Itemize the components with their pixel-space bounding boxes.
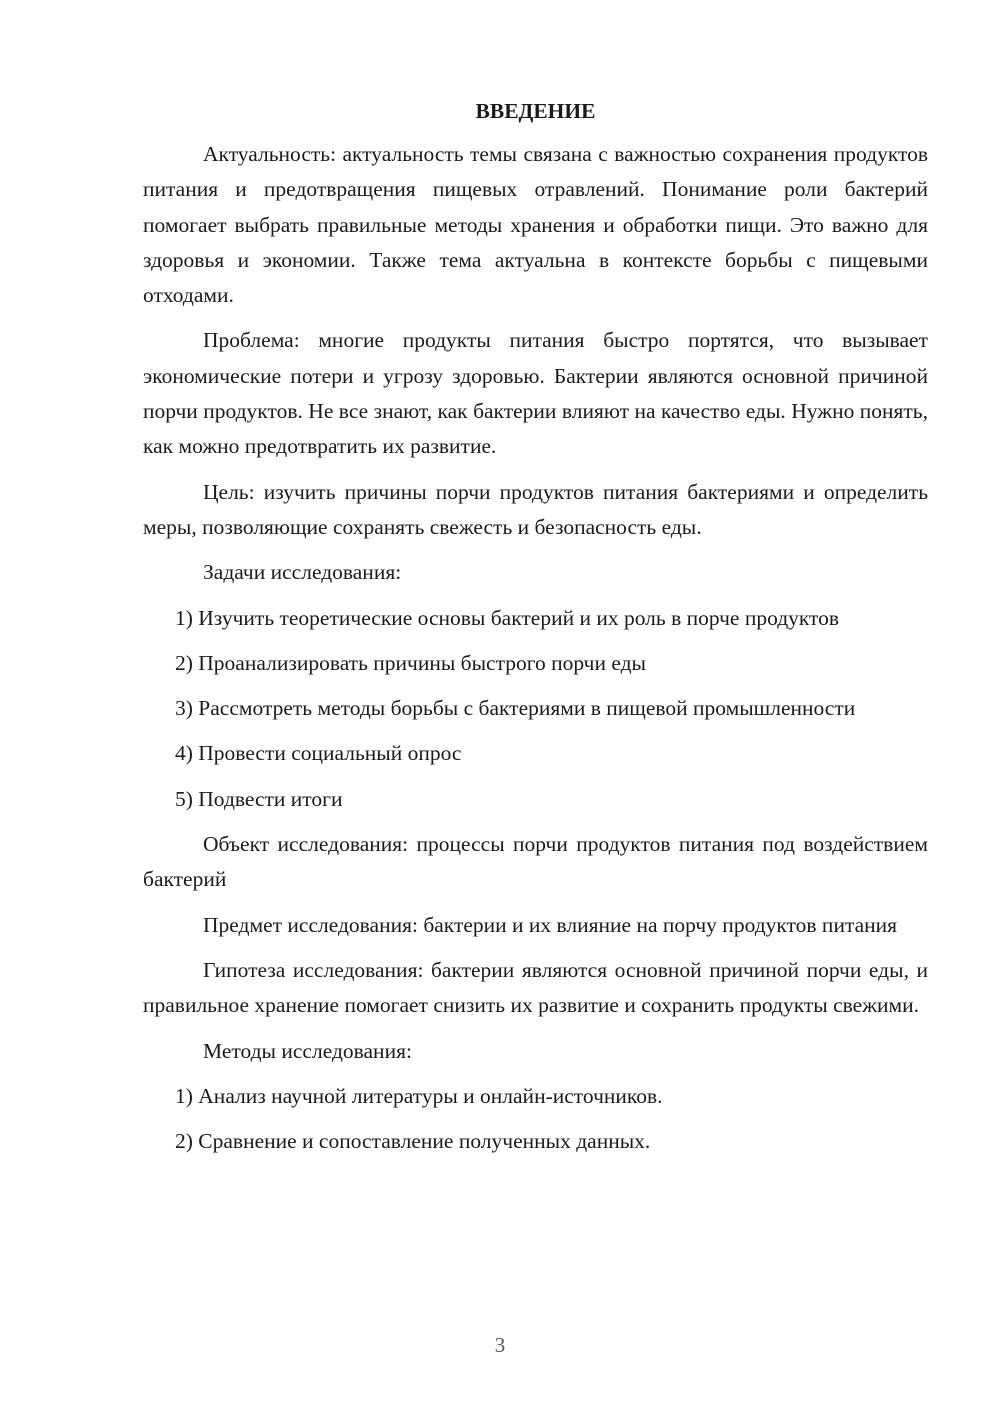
method-item: 2) Сравнение и сопоставление полученных данных. (175, 1129, 651, 1154)
relevance-paragraph: Актуальность: актуальность темы связана с важностью сохранения продуктов питания и предотвращения пищевых отравлений. Понимание роли бактерий помогает выбрать правильные методы хранения и обработки пищи. Это важно для здоровья и экономии. Также тема актуальна в контексте борьбы с пищевыми отходами. (143, 142, 928, 308)
method-item: 1) Анализ научной литературы и онлайн-источников. (175, 1083, 663, 1108)
task-item: 3) Рассмотреть методы борьбы с бактериями в пищевой промышленности (175, 696, 856, 721)
tasks-heading: Задачи исследования: (203, 560, 402, 585)
subject-paragraph: Предмет исследования: бактерии и их влияние на порчу продуктов питания (203, 912, 898, 937)
task-item: 2) Проанализировать причины быстрого порчи еды (175, 650, 646, 675)
goal-paragraph: Цель: изучить причины порчи продуктов питания бактериями и определить меры, позволяющие сохранять свежесть и безопасность еды. (143, 479, 928, 539)
task-item: 4) Провести социальный опрос (175, 741, 462, 766)
methods-heading: Методы исследования: (203, 1038, 412, 1063)
document-page (143, 96, 928, 1169)
section-title: ВВЕДЕНИЕ (475, 99, 596, 123)
task-item: 5) Подвести итоги (175, 786, 343, 811)
hypothesis-paragraph: Гипотеза исследования: бактерии являются основной причиной порчи еды, и правильное хранение помогает снизить их развитие и сохранить продукты свежими. (143, 957, 928, 1018)
problem-paragraph: Проблема: многие продукты питания быстро портятся, что вызывает экономические потери и угрозу здоровью. Бактерии являются основной причиной порчи продуктов. Не все знают, как бактерии влияют на качество еды. Нужно понять, как можно предотвратить их развитие. (143, 328, 928, 459)
task-item: 1) Изучить теоретические основы бактерий и их роль в порче продуктов (175, 605, 840, 630)
object-paragraph: Объект исследования: процессы порчи продуктов питания под воздействием бактерий (143, 832, 928, 892)
page-number: 3 (494, 1333, 506, 1357)
